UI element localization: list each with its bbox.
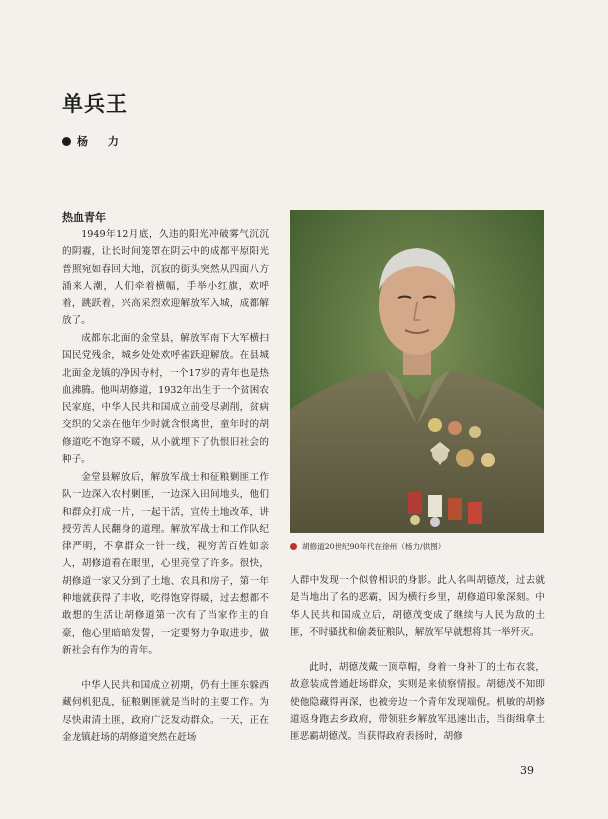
author-name: 杨 力 bbox=[77, 135, 127, 148]
photo-caption bbox=[290, 541, 445, 552]
page-number: 39 bbox=[520, 764, 534, 777]
article-title: 单兵王 bbox=[62, 92, 128, 116]
caption-text: 胡修道20世纪90年代在徐州（杨力/供图） bbox=[302, 542, 446, 551]
section-heading: 热血青年 bbox=[62, 211, 106, 224]
paragraph-1: 1949年12月底，久违的阳光冲破雾气沉沉的阴霾，让长时间笼罩在阴云中的成都平原阳光普照宛如春回大地，沉寂的街头突然从四面八方涌来人潮，人们牵着横幅，手举小红旗，欢呼着，跳跃着，兴高采烈欢迎解放军入城，成都解放了。 bbox=[62, 229, 269, 327]
portrait-illustration bbox=[290, 210, 544, 533]
paragraph-4: 中华人民共和国成立初期，仍有土匪东躲西藏伺机犯乱，征粮剿匪就是当时的主要工作。为尽快肃清土匪，政府广泛发动群众。一天，正在金龙镇赶场的胡修道突然在赶场 bbox=[62, 680, 269, 743]
paragraph-3: 金堂县解放后，解放军战士和征粮剿匪工作队一边深入农村剿匪，一边深入田间地头，他们和群众打成一片，一起干活，宣传土地改革，讲授劳苦人民翻身的道理。解放军战士和工作队纪律严明，不拿群众一针一线，视穷苦百姓如亲人，胡修道看在眼里，心里亮堂了许多。很快，胡修道一家又分到了土地、农具和房子，第一年种地就获得了丰收，吃得饱穿得暖，过去想都不敢想的生活让胡修道第一次有了当家作主的自豪，他心里暗暗发誓，一定要努力争取进步，做新社会有作为的青年。 bbox=[62, 472, 269, 656]
paragraph-5: 人群中发现一个似曾相识的身影。此人名叫胡德茂，过去就是当地出了名的恶霸，因为横行乡里，胡修道印象深刻。中华人民共和国成立后，胡德茂变成了继续与人民为敌的土匪，不时骚扰和偷袭征粮队，解放军早就想将其一举歼灭。 bbox=[290, 575, 545, 638]
paragraph-2: 成都东北面的金堂县，解放军南下大军横扫国民党残余，城乡处处欢呼雀跃迎解放。在县城北面金龙镇的净因寺村，一个17岁的青年也是热血沸腾。他叫胡修道，1932年出生于一个贫困农民家庭，中华人民共和国成立前受尽剥削，贫病交织的父亲在他年少时就含恨离世，童年时的胡修道吃不饱穿不暖，从小就埋下了仇恨旧社会的种子。 bbox=[62, 333, 269, 466]
portrait-photo bbox=[290, 210, 544, 533]
paragraph-6: 此时，胡德茂戴一顶草帽，身着一身补丁的土布衣裳，故意装成普通赶场群众，实则是来侦察情报。胡德茂不知即使他隐藏得再深，也被旁边一个青年发现端倪。机敏的胡修道返身跑去乡政府，带领驻乡解放军迅速出击，当街缉拿土匪恶霸胡德茂。当获得政府表扬时，胡修 bbox=[290, 662, 545, 743]
bullet-icon bbox=[62, 137, 71, 146]
caption-bullet-icon bbox=[290, 543, 297, 550]
author-byline bbox=[62, 133, 127, 149]
